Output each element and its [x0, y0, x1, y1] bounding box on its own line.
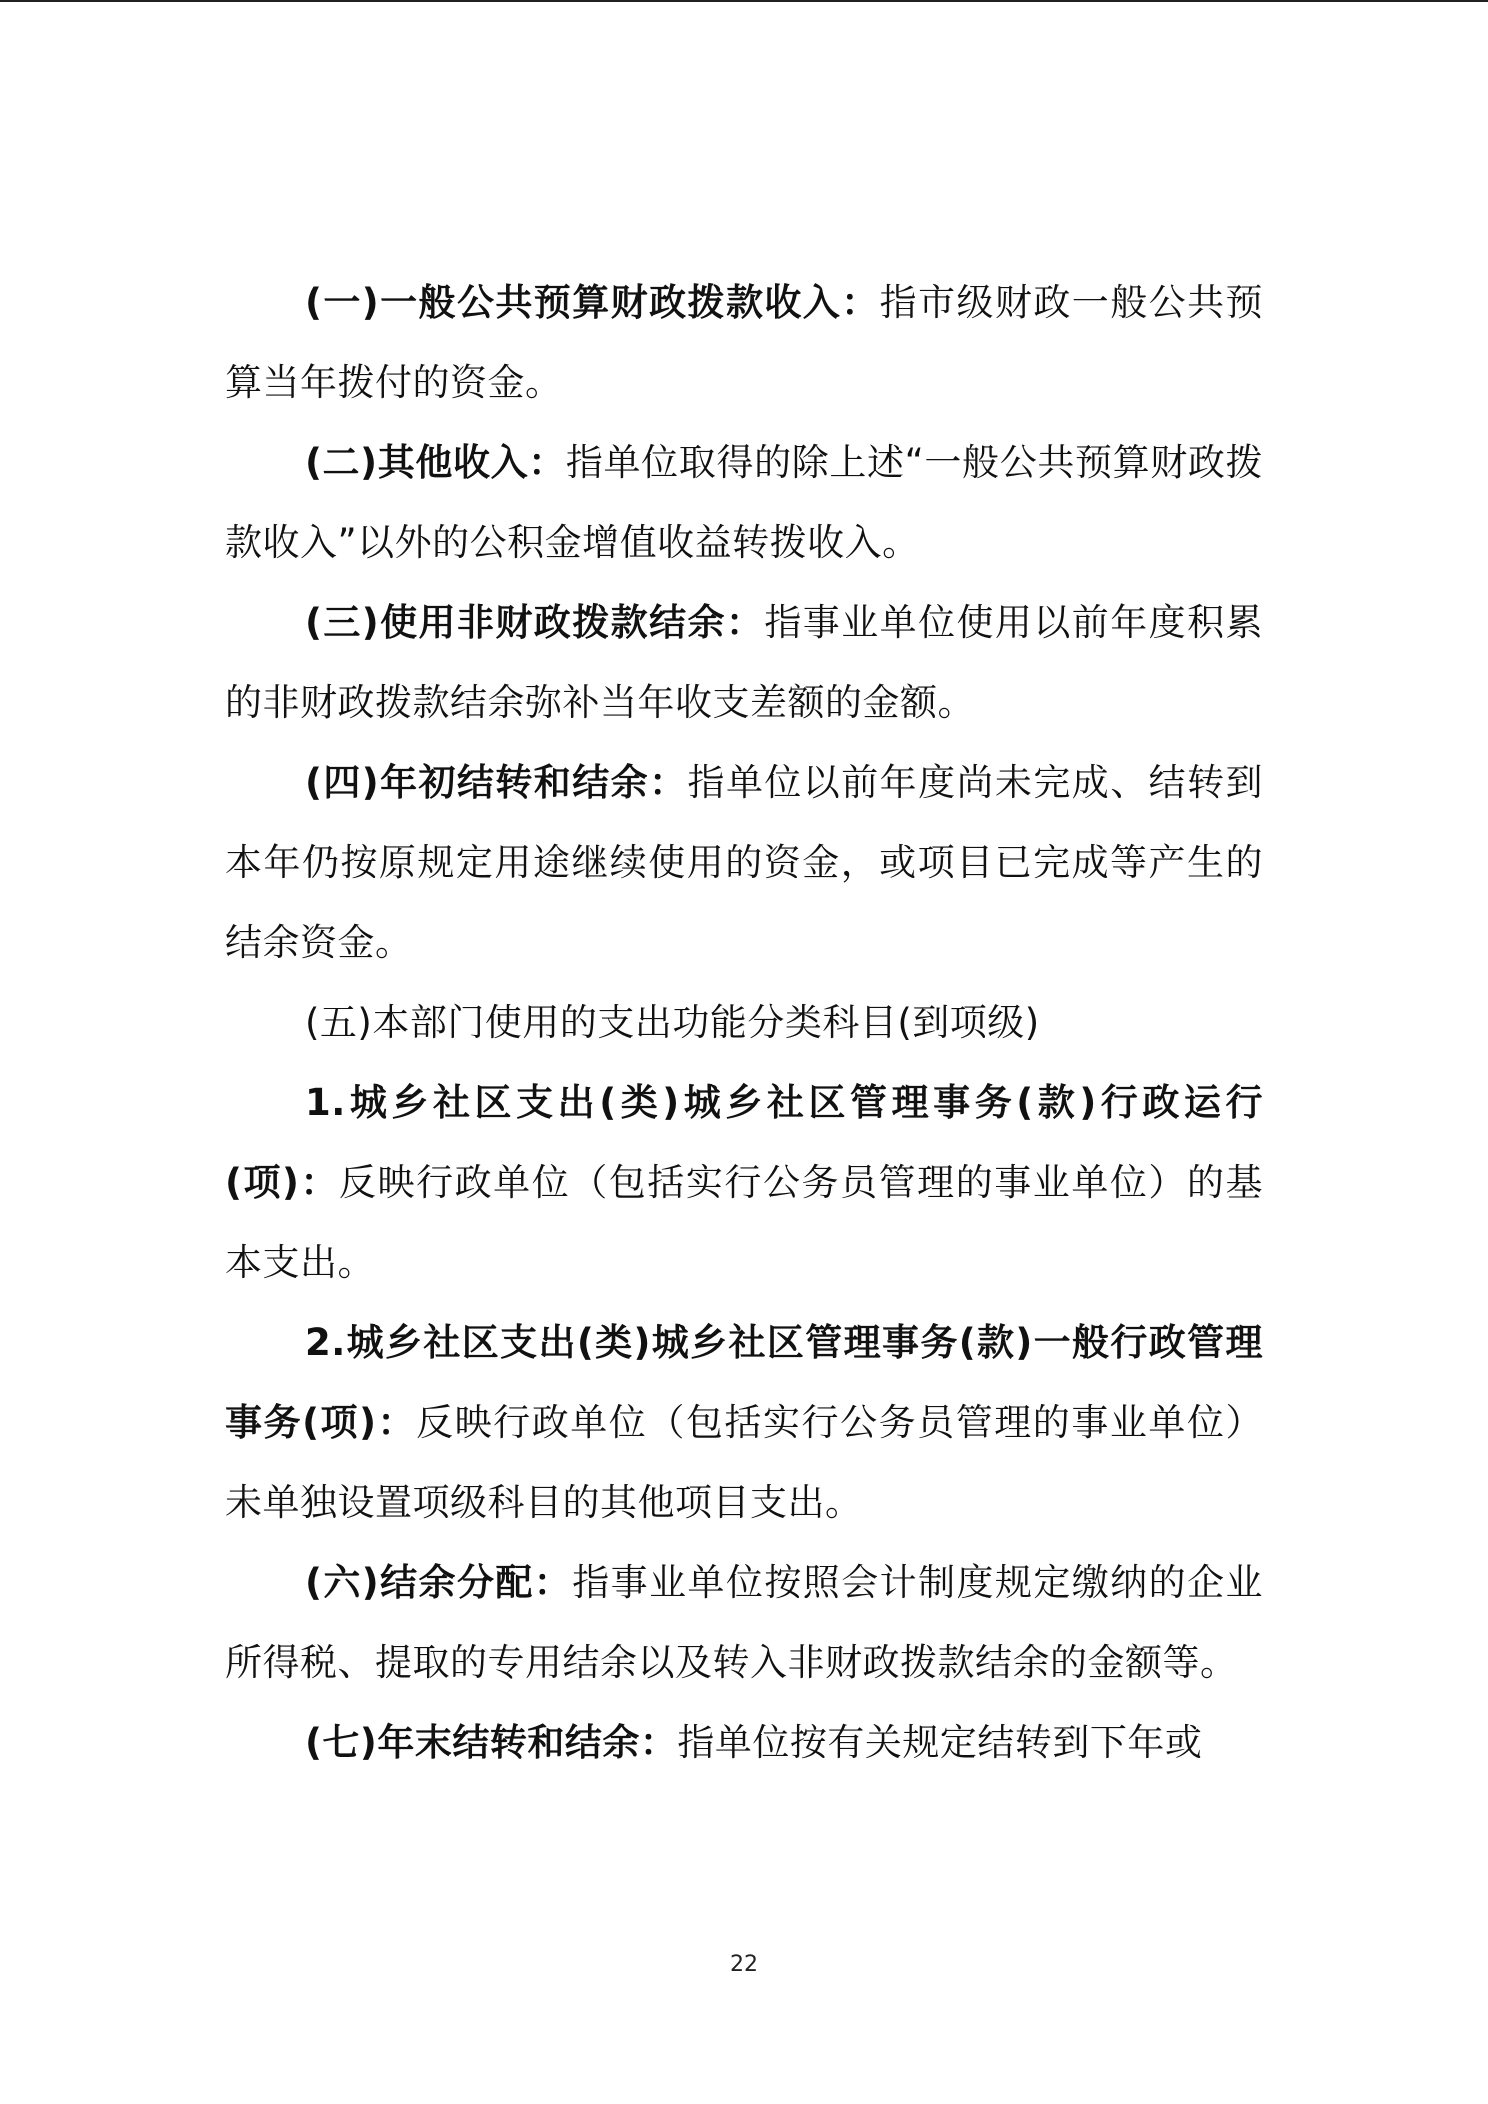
term-definition: 指事业单位按照会计制度规定缴纳的企业所得税、提取的专用结余以及转入非财政拨款结余的金额等。: [225, 1561, 1264, 1684]
term-label: (三)使用非财政拨款结余：: [305, 601, 765, 644]
term-label: (七)年末结转和结余：: [305, 1721, 678, 1764]
term-label: (二)其他收入：: [305, 441, 566, 484]
paragraph-other-income: [225, 423, 1263, 583]
term-definition: 指单位以前年度尚未完成、结转到本年仍按原规定用途继续使用的资金，或项目已完成等产生的结余资金。: [225, 761, 1263, 964]
page-number: 22: [730, 1952, 758, 1977]
paragraph-non-fiscal-surplus: [225, 583, 1263, 743]
term-label: (六)结余分配：: [305, 1561, 573, 1604]
document-body: [225, 263, 1263, 1783]
term-definition: 指单位按有关规定结转到下年或: [677, 1721, 1203, 1764]
term-label: 1.城乡社区支出(类)城乡社区管理事务(款)行政运行(项)：: [225, 1081, 1263, 1204]
paragraph-general-administrative-affairs: [225, 1303, 1263, 1543]
paragraph-surplus-distribution: [225, 1543, 1263, 1703]
paragraph-year-end-carryover: [225, 1703, 1263, 1783]
term-definition: 指事业单位使用以前年度积累的非财政拨款结余弥补当年收支差额的金额。: [225, 601, 1263, 724]
paragraph-opening-carryover: [225, 743, 1263, 983]
term-label: 2.城乡社区支出(类)城乡社区管理事务(款)一般行政管理事务(项)：: [225, 1321, 1263, 1444]
term-label: (一)一般公共预算财政拨款收入：: [305, 281, 880, 324]
paragraph-general-budget-income: [225, 263, 1263, 423]
paragraph-expenditure-classification-heading: [225, 983, 1263, 1063]
page-top-border: [0, 0, 1488, 2]
term-definition: 指市级财政一般公共预算当年拨付的资金。: [225, 281, 1263, 404]
term-definition: 反映行政单位（包括实行公务员管理的事业单位）的基本支出。: [225, 1161, 1263, 1284]
paragraph-administrative-operation: [225, 1063, 1263, 1303]
term-definition: 反映行政单位（包括实行公务员管理的事业单位）未单独设置项级科目的其他项目支出。: [225, 1401, 1264, 1524]
term-label: (四)年初结转和结余：: [305, 761, 688, 804]
section-heading: (五)本部门使用的支出功能分类科目(到项级): [305, 1001, 1040, 1044]
term-definition: 指单位取得的除上述“一般公共预算财政拨款收入”以外的公积金增值收益转拨收入。: [225, 441, 1263, 564]
